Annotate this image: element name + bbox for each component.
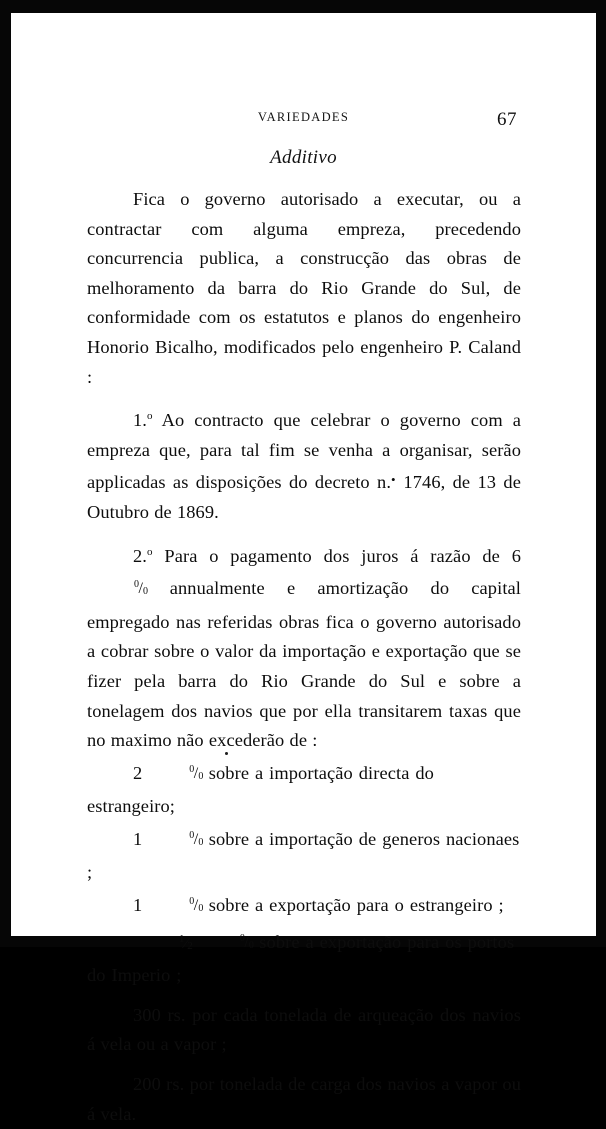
paragraph-300-rs	[87, 1001, 521, 1060]
item-2-ordinal-mark: o	[147, 545, 153, 558]
running-head	[11, 110, 596, 130]
rate-3-value: 1	[133, 895, 143, 916]
item-1-text-b: 1746, de 13 de Outubro de 1869.	[87, 472, 521, 522]
rate-3-text: sobre a exportação para o estrangeiro ;	[202, 895, 504, 916]
rate-line-1	[87, 756, 521, 822]
rate-2-text: sobre a importação de generos nacionaes ;	[87, 828, 520, 883]
body-text-column	[87, 185, 521, 1129]
paragraph-200-text: 200 rs. por tonelada de carga dos navios a vapor ou á vela.	[87, 1074, 521, 1124]
percent-sign-icon: $^0/_0$	[189, 896, 203, 915]
item-1-ordinal-mark: o	[147, 410, 153, 423]
paragraph-300-text: 300 rs. por cada tonelada de arqueação dos navios á vela ou a vapor ;	[87, 1004, 521, 1055]
ink-speck	[225, 752, 228, 755]
rate-line-3	[87, 888, 521, 925]
percent-sign-icon: $^0/_0$	[134, 579, 148, 598]
page-number	[497, 105, 517, 128]
percent-sign-icon: $^0/_0$	[239, 932, 254, 951]
document-page	[11, 13, 596, 1124]
item-1-raised-dot: •	[391, 472, 397, 488]
numbered-item-2	[87, 538, 521, 756]
rate-4-text: sobre a exportação para os portos do Imperio ;	[87, 931, 515, 986]
percent-sign-icon: $^0/_0$	[189, 829, 203, 848]
rate-line-2	[87, 822, 521, 888]
running-head-title: VARIEDADES	[257, 110, 350, 124]
rate-2-value: 1	[133, 828, 143, 849]
section-title: Additivo	[270, 147, 337, 168]
rate-1-text: sobre a importação directa do estrangeiro;	[87, 762, 434, 817]
paragraph-intro-text: Fica o governo autorisado a executar, ou a contractar com alguma empreza, precedendo concurrencia publica, a construcção das obras de melhoramento da barra do Rio Grande do Sul, de conformidade com os estatutos e planos do engenheiro Honorio Bicalho, modificados pelo engenheiro P. Caland :	[87, 189, 521, 387]
item-2-text-b: annualmente e amortização do capital empregado nas referidas obras fica o governo autorisado a cobrar sobre o valor da importação e exportação que se fizer pela barra do Rio Grande do Sul e sobre a tonelagem dos navios que por ella transitarem taxas que no maximo não excederão de :	[87, 578, 521, 751]
percent-sign-icon: $^0/_0$	[189, 763, 203, 782]
paragraph-intro	[87, 185, 521, 392]
item-1-ordinal: 1.	[133, 410, 147, 431]
item-2-ordinal: 2.	[133, 545, 147, 566]
item-1-text-a: Ao contracto que celebrar o governo com a empreza que, para tal fim se venha a organisar, serão applicadas as disposições do decreto n.	[87, 410, 521, 493]
page-number-value: 67	[497, 109, 517, 130]
paragraph-200-rs	[87, 1070, 521, 1129]
one-half-fraction: $^1$⁄2	[179, 932, 193, 952]
rate-line-4	[87, 925, 521, 991]
rate-1-value: 2	[133, 762, 143, 783]
numbered-item-1	[87, 402, 521, 527]
item-2-text-a: Para o pagamento dos juros á razão de 6	[152, 545, 521, 566]
